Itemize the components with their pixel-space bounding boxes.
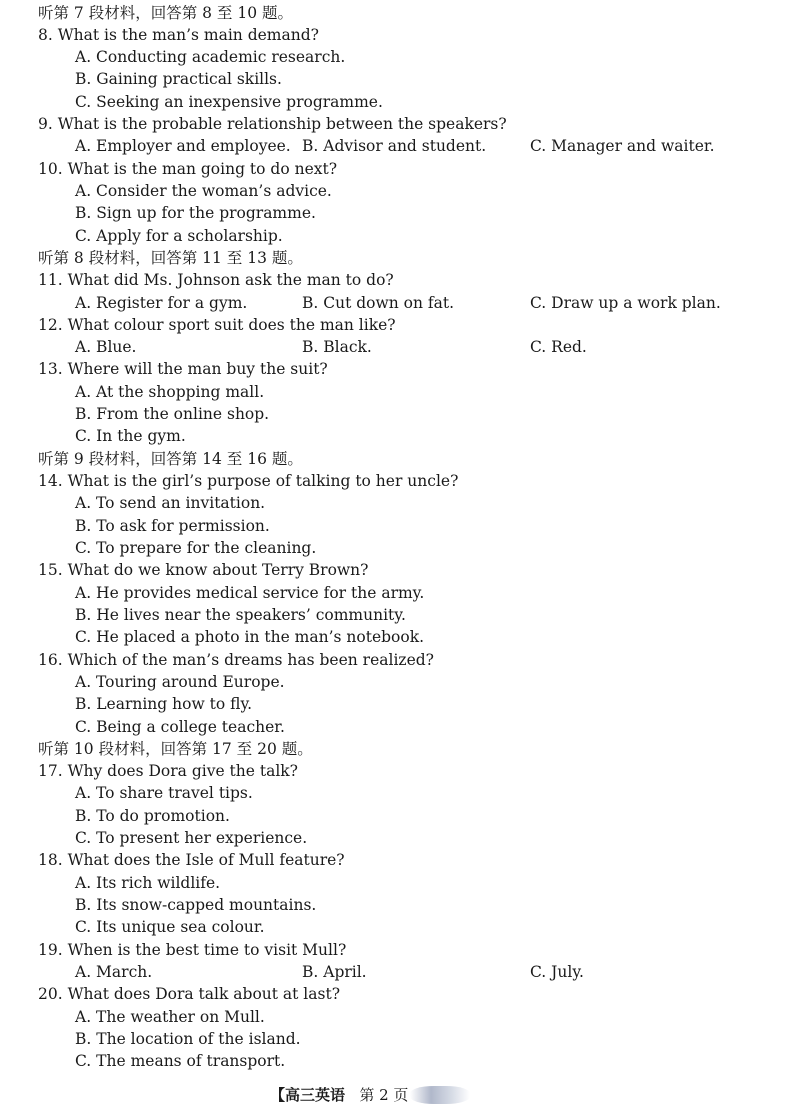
option-b: B. The location of the island.: [75, 1030, 301, 1048]
option-c: C. Its unique sea colour.: [75, 918, 265, 936]
option-b: B. From the online shop.: [75, 405, 270, 423]
option-c: C. Draw up a work plan.: [530, 294, 721, 312]
question-stem: 9. What is the probable relationship between the speakers?: [38, 115, 507, 133]
option-b: B. To ask for permission.: [75, 517, 270, 535]
question-stem: 15. What do we know about Terry Brown?: [38, 561, 369, 579]
footer-bracket: 【: [270, 1086, 286, 1104]
option-c: C. Red.: [530, 338, 587, 356]
question-stem: 19. When is the best time to visit Mull?: [38, 941, 347, 959]
option-c: C. Being a college teacher.: [75, 718, 285, 736]
option-a: A. Its rich wildlife.: [75, 874, 221, 892]
option-b: B. Cut down on fat.: [302, 294, 455, 312]
option-c: C. To prepare for the cleaning.: [75, 539, 317, 557]
section-header: 听第 10 段材料，回答第 17 至 20 题。: [38, 740, 313, 758]
option-a: A. Touring around Europe.: [75, 673, 285, 691]
option-b: B. He lives near the speakers’ community.: [75, 606, 406, 624]
option-c: C. In the gym.: [75, 427, 186, 445]
option-a: A. Consider the woman’s advice.: [75, 182, 332, 200]
scan-smudge: [410, 1086, 470, 1104]
option-a: A. At the shopping mall.: [75, 383, 265, 401]
option-c: C. Seeking an inexpensive programme.: [75, 93, 383, 111]
option-a: A. March.: [75, 963, 153, 981]
page-footer: [270, 1083, 408, 1107]
option-b: B. Sign up for the programme.: [75, 204, 316, 222]
option-c: C. Apply for a scholarship.: [75, 227, 283, 245]
section-header: 听第 7 段材料，回答第 8 至 10 题。: [38, 4, 294, 22]
question-stem: 11. What did Ms. Johnson ask the man to do?: [38, 271, 394, 289]
option-b: B. Gaining practical skills.: [75, 70, 282, 88]
question-stem: 10. What is the man going to do next?: [38, 160, 338, 178]
question-stem: 8. What is the man’s main demand?: [38, 26, 319, 44]
option-a: A. The weather on Mull.: [75, 1008, 265, 1026]
footer-page-number: 第 2 页: [359, 1086, 409, 1104]
option-b: B. April.: [302, 963, 367, 981]
option-c: C. July.: [530, 963, 584, 981]
option-a: A. Employer and employee.: [75, 137, 291, 155]
option-c: C. Manager and waiter.: [530, 137, 715, 155]
section-header: 听第 8 段材料，回答第 11 至 13 题。: [38, 249, 303, 267]
option-a: A. To send an invitation.: [75, 494, 266, 512]
option-b: B. Advisor and student.: [302, 137, 487, 155]
option-c: C. To present her experience.: [75, 829, 308, 847]
option-a: A. He provides medical service for the army.: [75, 584, 425, 602]
question-stem: 13. Where will the man buy the suit?: [38, 360, 328, 378]
option-b: B. Its snow-capped mountains.: [75, 896, 317, 914]
option-b: B. To do promotion.: [75, 807, 230, 825]
question-stem: 12. What colour sport suit does the man like?: [38, 316, 396, 334]
option-c: C. He placed a photo in the man’s notebook.: [75, 628, 425, 646]
option-b: B. Learning how to fly.: [75, 695, 253, 713]
option-a: A. Conducting academic research.: [75, 48, 346, 66]
question-stem: 20. What does Dora talk about at last?: [38, 985, 341, 1003]
option-c: C. The means of transport.: [75, 1052, 286, 1070]
footer-title: 高三英语: [285, 1086, 346, 1104]
option-a: A. Register for a gym.: [75, 294, 248, 312]
question-stem: 18. What does the Isle of Mull feature?: [38, 851, 345, 869]
option-a: A. To share travel tips.: [75, 784, 253, 802]
option-a: A. Blue.: [75, 338, 137, 356]
question-stem: 17. Why does Dora give the talk?: [38, 762, 298, 780]
question-stem: 16. Which of the man’s dreams has been realized?: [38, 651, 434, 669]
option-b: B. Black.: [302, 338, 372, 356]
section-header: 听第 9 段材料，回答第 14 至 16 题。: [38, 450, 303, 468]
question-stem: 14. What is the girl’s purpose of talking to her uncle?: [38, 472, 459, 490]
